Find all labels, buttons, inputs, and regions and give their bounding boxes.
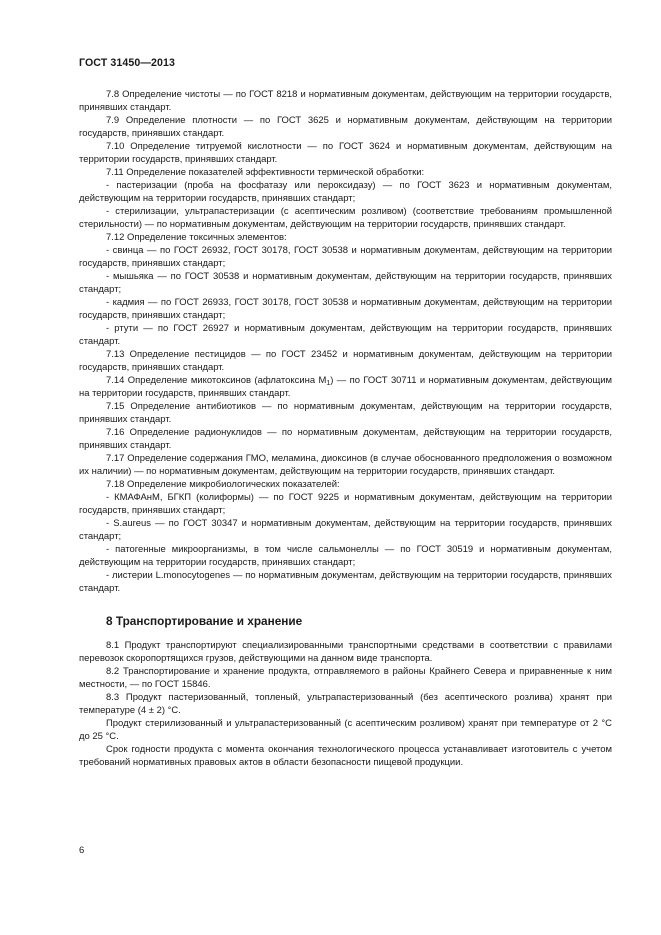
paragraph-7-8: 7.8 Определение чистоты — по ГОСТ 8218 и нормативным документам, действующим на территории государств, принявших стандарт.: [79, 89, 612, 113]
paragraph-7-10: 7.10 Определение титруемой кислотности — по ГОСТ 3624 и нормативным документам, действующим на территории государств, принявших стандарт.: [79, 141, 612, 165]
p714-after: ) — по ГОСТ 30711 и нормативным документам, действующим на территории государств, принявших стандарт.: [79, 375, 612, 399]
paragraph-7-14: [79, 374, 612, 400]
paragraph-7-12: 7.12 Определение токсичных элементов:: [106, 232, 287, 243]
list-item-kmafanm: - КМАФАнМ, БГКП (колиформы) — по ГОСТ 9225 и нормативным документам, действующим на территории государств, принявших стандарт;: [79, 492, 612, 516]
paragraph-7-11: 7.11 Определение показателей эффективности термической обработки:: [106, 167, 425, 178]
list-item-sterilization: - стерилизации, ультрапастеризации (с асептическим розливом) (соответствие требованиям промышленной стерильности) — по нормативным документам, действующим на территории государств, принявших стандарт.: [79, 206, 612, 230]
p714-subscript: 1: [326, 380, 331, 387]
paragraph-7-17: 7.17 Определение содержания ГМО, меламина, диоксинов (в случае обоснованного предположения о возможном их наличии) — по нормативным документам, действующим на территории государств, принявших стандарт.: [79, 453, 612, 477]
document-header: ГОСТ 31450—2013: [79, 57, 176, 69]
paragraph-8-3-sterilized: Продукт стерилизованный и ультрапастеризованный (с асептическим розливом) хранят при температуре от 2 °С до 25 °С.: [79, 718, 612, 742]
list-item-pathogens: - патогенные микроорганизмы, в том числе сальмонеллы — по ГОСТ 30519 и нормативным документам, действующим на территории государств, принявших стандарт;: [79, 544, 612, 568]
paragraph-7-18: 7.18 Определение микробиологических показателей:: [106, 479, 340, 490]
list-item-mercury: - ртути — по ГОСТ 26927 и нормативным документам, действующим на территории государств, принявших стандарт.: [79, 323, 612, 347]
paragraph-7-9: 7.9 Определение плотности — по ГОСТ 3625 и нормативным документам, действующим на территории государств, принявших стандарт.: [79, 115, 612, 139]
page-number: 6: [79, 845, 85, 856]
paragraph-7-16: 7.16 Определение радионуклидов — по нормативным документам, действующим на территории государств, принявших стандарт.: [79, 427, 612, 451]
paragraph-8-2: 8.2 Транспортирование и хранение продукта, отправляемого в районы Крайнего Севера и приравненные к ним местности, — по ГОСТ 15846.: [79, 666, 612, 690]
paragraph-7-13: 7.13 Определение пестицидов — по ГОСТ 23452 и нормативным документам, действующим на территории государств, принявших стандарт.: [79, 349, 612, 373]
list-item-arsenic: - мышьяка — по ГОСТ 30538 и нормативным документам, действующим на территории государств, принявших стандарт;: [79, 271, 612, 295]
list-item-cadmium: - кадмия — по ГОСТ 26933, ГОСТ 30178, ГОСТ 30538 и нормативным документам, действующим на территории государств, принявших стандарт;: [79, 297, 612, 321]
document-body: [79, 88, 612, 769]
list-item-pasteurization: - пастеризации (проба на фосфатазу или пероксидазу) — по ГОСТ 3623 и нормативным документам, действующим на территории государств, принявших стандарт;: [79, 180, 612, 204]
paragraph-8-3: 8.3 Продукт пастеризованный, топленый, ультрапастеризованный (без асептического розлива) хранят при температуре (4 ± 2) °С.: [79, 692, 612, 716]
paragraph-7-15: 7.15 Определение антибиотиков — по нормативным документам, действующим на территории государств, принявших стандарт.: [79, 401, 612, 425]
list-item-saureus: - S.aureus — по ГОСТ 30347 и нормативным документам, действующим на территории государств, принявших стандарт;: [79, 518, 612, 542]
list-item-lead: - свинца — по ГОСТ 26932, ГОСТ 30178, ГОСТ 30538 и нормативным документам, действующим на территории государств, принявших стандарт;: [79, 245, 612, 269]
list-item-listeria: - листерии L.monocytogenes — по нормативным документам, действующим на территории государств, принявших стандарт.: [79, 570, 612, 594]
section-8-title: 8 Транспортирование и хранение: [106, 614, 303, 628]
p714-before: 7.14 Определение микотоксинов (афлатоксина М: [106, 375, 327, 386]
paragraph-8-1: 8.1 Продукт транспортируют специализированными транспортными средствами в соответствии с правилами перевозок скоропортящихся грузов, действующими на данном виде транспорта.: [79, 640, 612, 664]
paragraph-shelf-life: Срок годности продукта с момента окончания технологического процесса устанавливает изготовитель с учетом требований нормативных правовых актов в области безопасности пищевой продукции.: [79, 744, 612, 768]
